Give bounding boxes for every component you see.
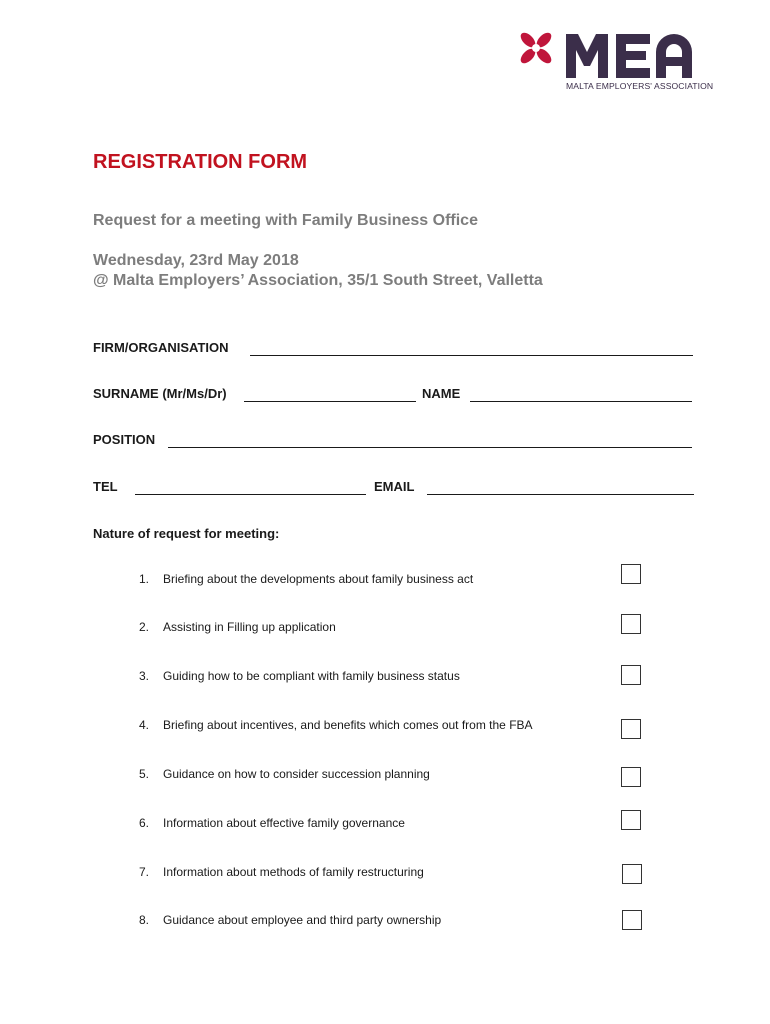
form-title: REGISTRATION FORM <box>93 151 308 173</box>
surname-label: SURNAME (Mr/Ms/Dr) <box>93 386 227 401</box>
event-date: Wednesday, 23rd May 2018 <box>93 252 299 269</box>
tel-label: TEL <box>93 479 118 494</box>
logo-emblem-icon <box>518 30 554 66</box>
logo-tagline: MALTA EMPLOYERS' ASSOCIATION <box>566 81 714 91</box>
name-label: NAME <box>422 386 461 401</box>
checkbox-2[interactable] <box>621 614 641 634</box>
position-field[interactable] <box>168 447 692 448</box>
nature-heading: Nature of request for meeting: <box>93 526 280 541</box>
logo-wordmark <box>566 34 692 78</box>
checkbox-7[interactable] <box>622 864 642 884</box>
list-item: 7. Information about methods of family restructuring <box>139 865 424 879</box>
name-field[interactable] <box>470 401 692 402</box>
surname-field[interactable] <box>244 401 416 402</box>
email-label: EMAIL <box>374 479 415 494</box>
checkbox-6[interactable] <box>621 810 641 830</box>
checkbox-1[interactable] <box>621 564 641 584</box>
list-item: 5. Guidance on how to consider succession planning <box>139 767 430 781</box>
checkbox-5[interactable] <box>621 767 641 787</box>
tel-field[interactable] <box>135 494 366 495</box>
checkbox-4[interactable] <box>621 719 641 739</box>
list-item: 2. Assisting in Filling up application <box>139 620 336 634</box>
event-venue: @ Malta Employers’ Association, 35/1 South Street, Valletta <box>93 272 543 289</box>
list-item: 4. Briefing about incentives, and benefits which comes out from the FBA <box>139 718 533 732</box>
list-item: 3. Guiding how to be compliant with family business status <box>139 669 460 683</box>
list-item: 8. Guidance about employee and third party ownership <box>139 913 442 927</box>
position-label: POSITION <box>93 432 156 447</box>
list-item: 1. Briefing about the developments about family business act <box>139 572 474 586</box>
checkbox-3[interactable] <box>621 665 641 685</box>
checkbox-8[interactable] <box>622 910 642 930</box>
email-field[interactable] <box>427 494 694 495</box>
form-subtitle: Request for a meeting with Family Business Office <box>93 212 478 229</box>
list-item: 6. Information about effective family governance <box>139 816 405 830</box>
firm-field[interactable] <box>250 355 693 356</box>
firm-label: FIRM/ORGANISATION <box>93 340 229 355</box>
